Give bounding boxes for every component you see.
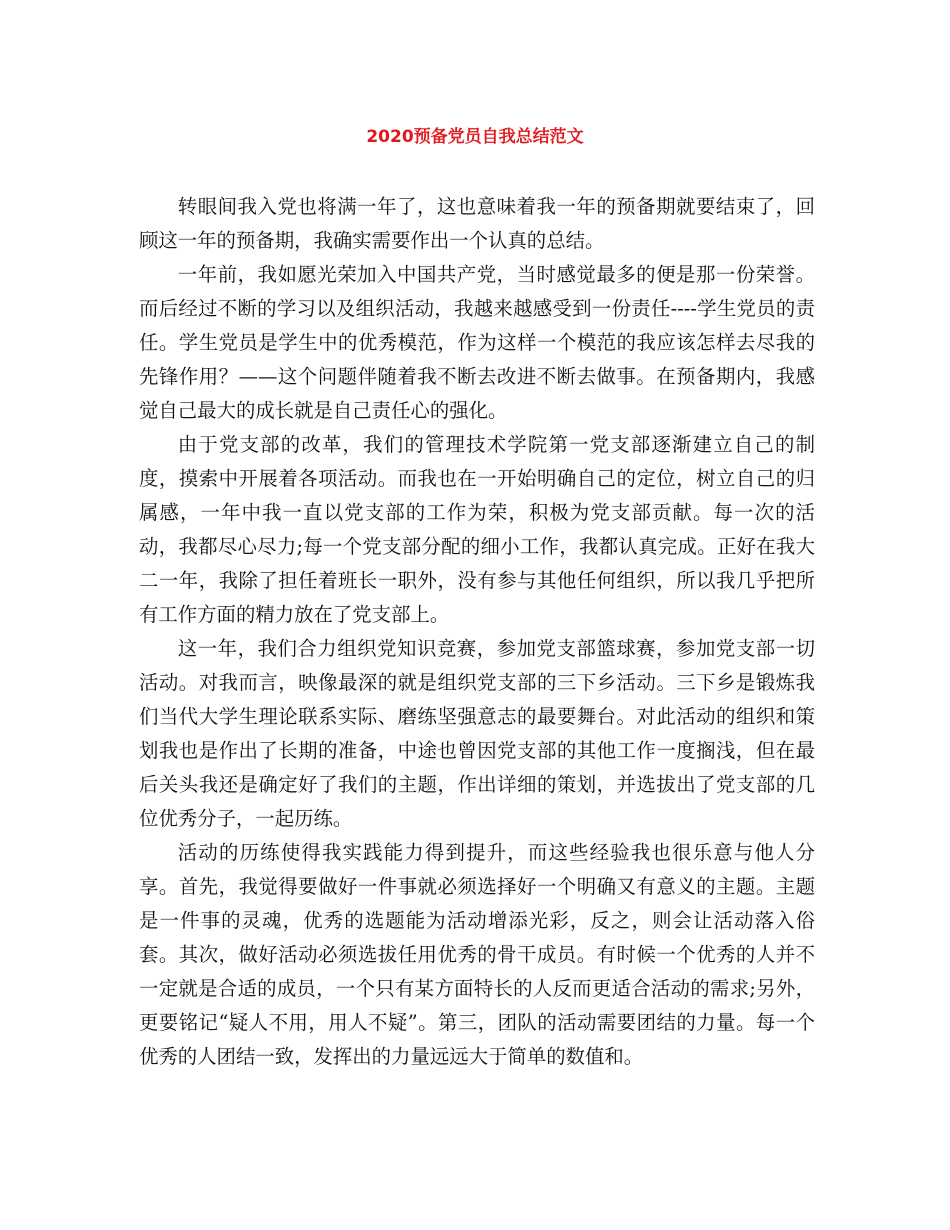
paragraph-5: 活动的历练使得我实践能力得到提升，而这些经验我也很乐意与他人分享。首先，我觉得要做好一件事就必须选择好一个明确又有意义的主题。主题是一件事的灵魂，优秀的选题能为活动增添光彩，反之，则会让活动落入俗套。其次，做好活动必须选拔任用优秀的骨干成员。有时候一个优秀的人并不一定就是合适的成员，一个只有某方面特长的人反而更适合活动的需求;另外，更要铭记“疑人不用，用人不疑”。第三，团队的活动需要团结的力量。每一个优秀的人团结一致，发挥出的力量远远大于简单的数值和。 — [139, 841, 815, 1068]
paragraph-4: 这一年，我们合力组织党知识竞赛，参加党支部篮球赛，参加党支部一切活动。对我而言，映像最深的就是组织党支部的三下乡活动。三下乡是锻炼我们当代大学生理论联系实际、磨练坚强意志的最要舞台。对此活动的组织和策划我也是作出了长期的准备，中途也曾因党支部的其他工作一度搁浅，但在最后关头我还是确定好了我们的主题，作出详细的策划，并选拔出了党支部的几位优秀分子，一起历练。 — [139, 637, 815, 830]
paragraph-3: 由于党支部的改革，我们的管理技术学院第一党支部逐渐建立自己的制度，摸索中开展着各项活动。而我也在一开始明确自己的定位，树立自己的归属感，一年中我一直以党支部的工作为荣，积极为党支部贡献。每一次的活动，我都尽心尽力;每一个党支部分配的细小工作，我都认真完成。正好在我大二一年，我除了担任着班长一职外，没有参与其他任何组织，所以我几乎把所有工作方面的精力放在了党支部上。 — [139, 433, 815, 626]
document-title: 2020预备党员自我总结范文 — [366, 127, 584, 147]
paragraph-2: 一年前，我如愿光荣加入中国共产党，当时感觉最多的便是那一份荣誉。而后经过不断的学习以及组织活动，我越来越感受到一份责任----学生党员的责任。学生党员是学生中的优秀模范，作为这样一个模范的我应该怎样去尽我的先锋作用？——这个问题伴随着我不断去改进不断去做事。在预备期内，我感觉自己最大的成长就是自己责任心的强化。 — [139, 263, 815, 422]
paragraph-1: 转眼间我入党也将满一年了，这也意味着我一年的预备期就要结束了，回顾这一年的预备期，我确实需要作出一个认真的总结。 — [139, 195, 815, 252]
document-body — [139, 190, 815, 1074]
